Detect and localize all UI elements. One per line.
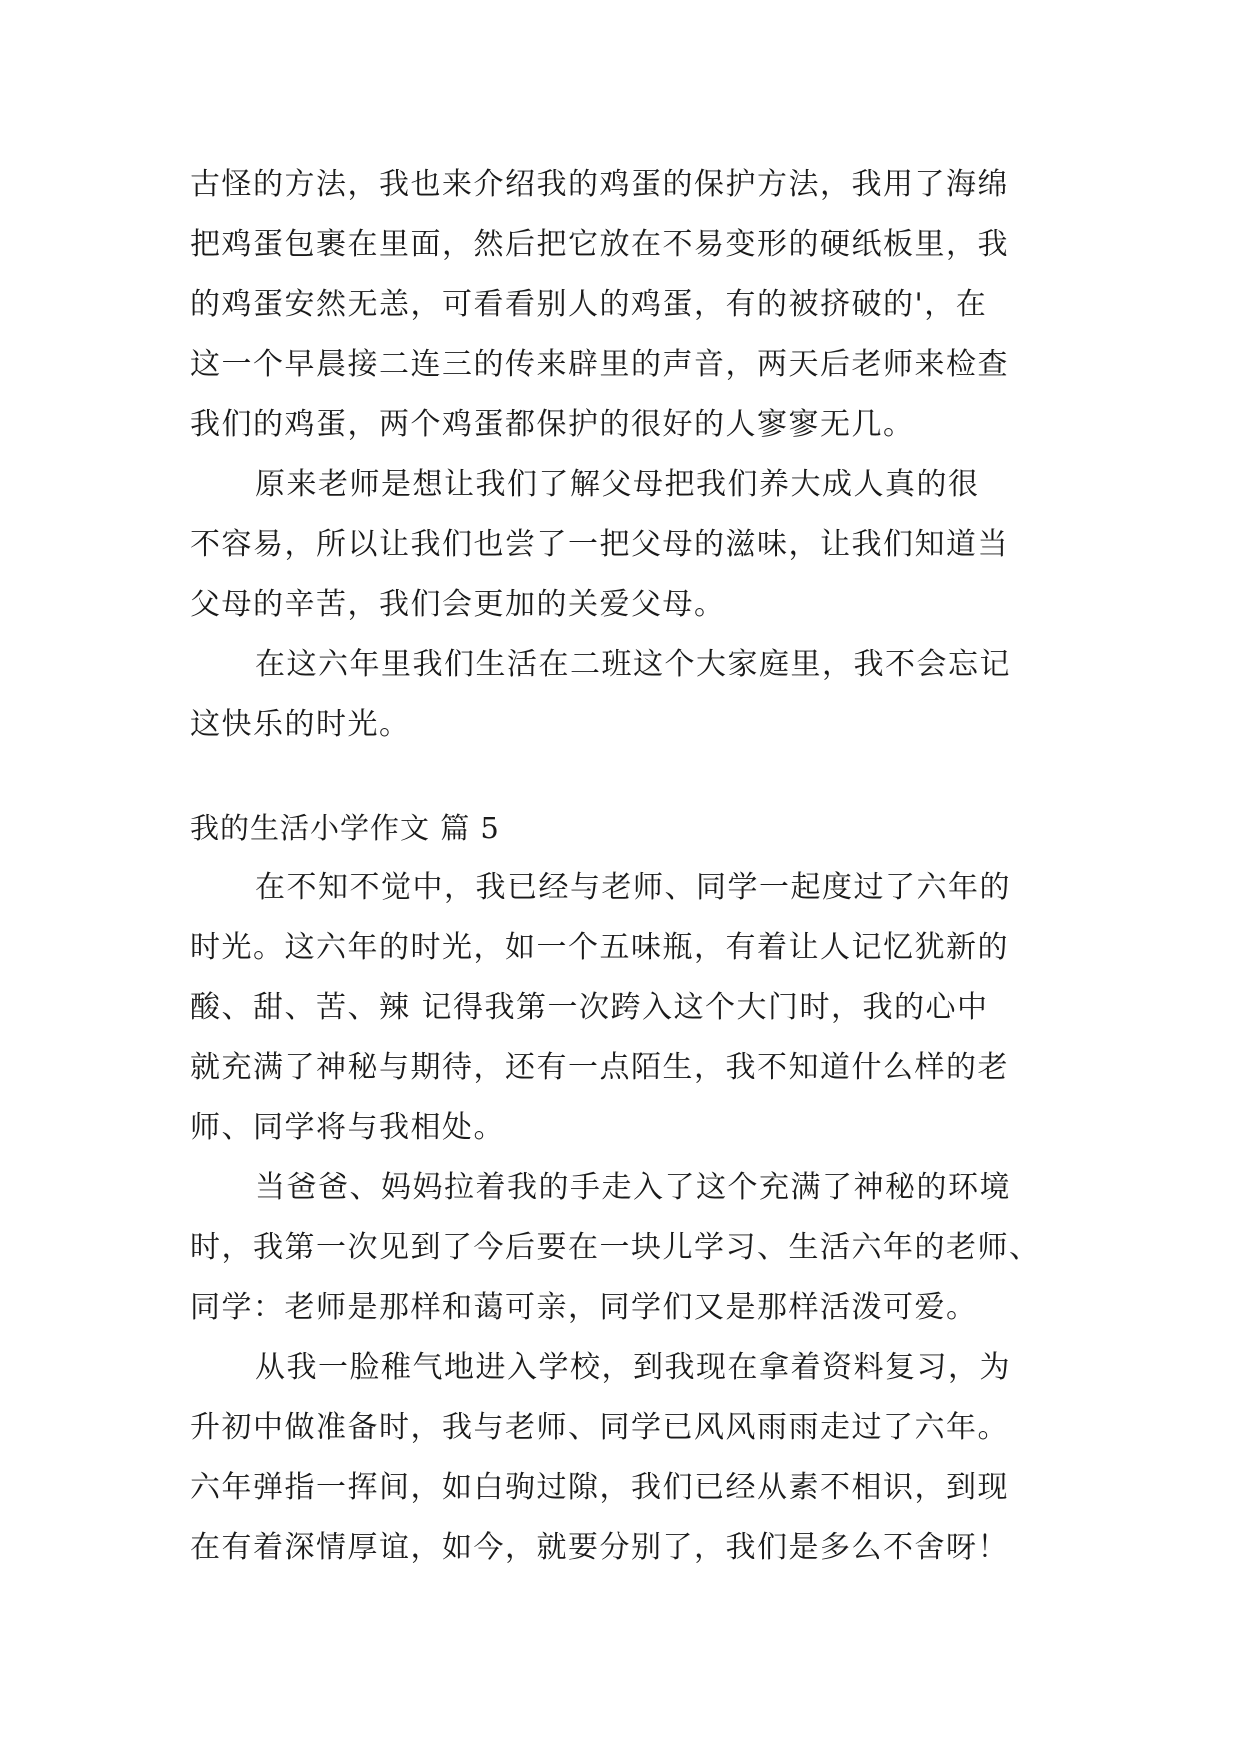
paragraph-line: 从我一脸稚气地进入学校，到我现在拿着资料复习，为 [255,1350,1011,1385]
paragraph-line: 时，我第一次见到了今后要在一块儿学习、生活六年的老师、 [190,1230,1041,1265]
paragraph-line: 的鸡蛋安然无恙，可看看别人的鸡蛋，有的被挤破的'，在 [190,287,988,322]
paragraph-line: 古怪的方法，我也来介绍我的鸡蛋的保护方法，我用了海绵 [190,167,1009,202]
paragraph-line: 在这六年里我们生活在二班这个大家庭里，我不会忘记 [255,647,1011,682]
paragraph-line: 原来老师是想让我们了解父母把我们养大成人真的很 [255,467,980,502]
paragraph-line: 父母的辛苦，我们会更加的关爱父母。 [190,587,726,622]
paragraph-line: 就充满了神秘与期待，还有一点陌生，我不知道什么样的老 [190,1050,1009,1085]
paragraph-line: 在有着深情厚谊，如今，就要分别了，我们是多么不舍呀！ [190,1530,1009,1565]
paragraph-line: 这一个早晨接二连三的传来辟里的声音，两天后老师来检查 [190,347,1009,382]
paragraph-line: 同学：老师是那样和蔼可亲，同学们又是那样活泼可爱。 [190,1290,978,1325]
paragraph-line: 六年弹指一挥间，如白驹过隙，我们已经从素不相识，到现 [190,1470,1009,1505]
paragraph-line: 这快乐的时光。 [190,707,411,742]
paragraph-line: 升初中做准备时，我与老师、同学已风风雨雨走过了六年。 [190,1410,1009,1445]
paragraph-line: 酸、甜、苦、辣 记得我第一次跨入这个大门时，我的心中 [190,990,989,1025]
paragraph-line: 当爸爸、妈妈拉着我的手走入了这个充满了神秘的环境 [255,1170,1011,1205]
paragraph-line: 不容易，所以让我们也尝了一把父母的滋味，让我们知道当 [190,527,1009,562]
paragraph-line: 师、同学将与我相处。 [190,1110,505,1145]
paragraph-line: 在不知不觉中，我已经与老师、同学一起度过了六年的 [255,870,1011,905]
paragraph-line: 把鸡蛋包裹在里面，然后把它放在不易变形的硬纸板里，我 [190,227,1009,262]
paragraph-line: 我们的鸡蛋，两个鸡蛋都保护的很好的人寥寥无几。 [190,407,915,442]
section-title: 我的生活小学作文 篇 5 [190,811,500,845]
paragraph-line: 时光。这六年的时光，如一个五味瓶，有着让人记忆犹新的 [190,930,1009,965]
